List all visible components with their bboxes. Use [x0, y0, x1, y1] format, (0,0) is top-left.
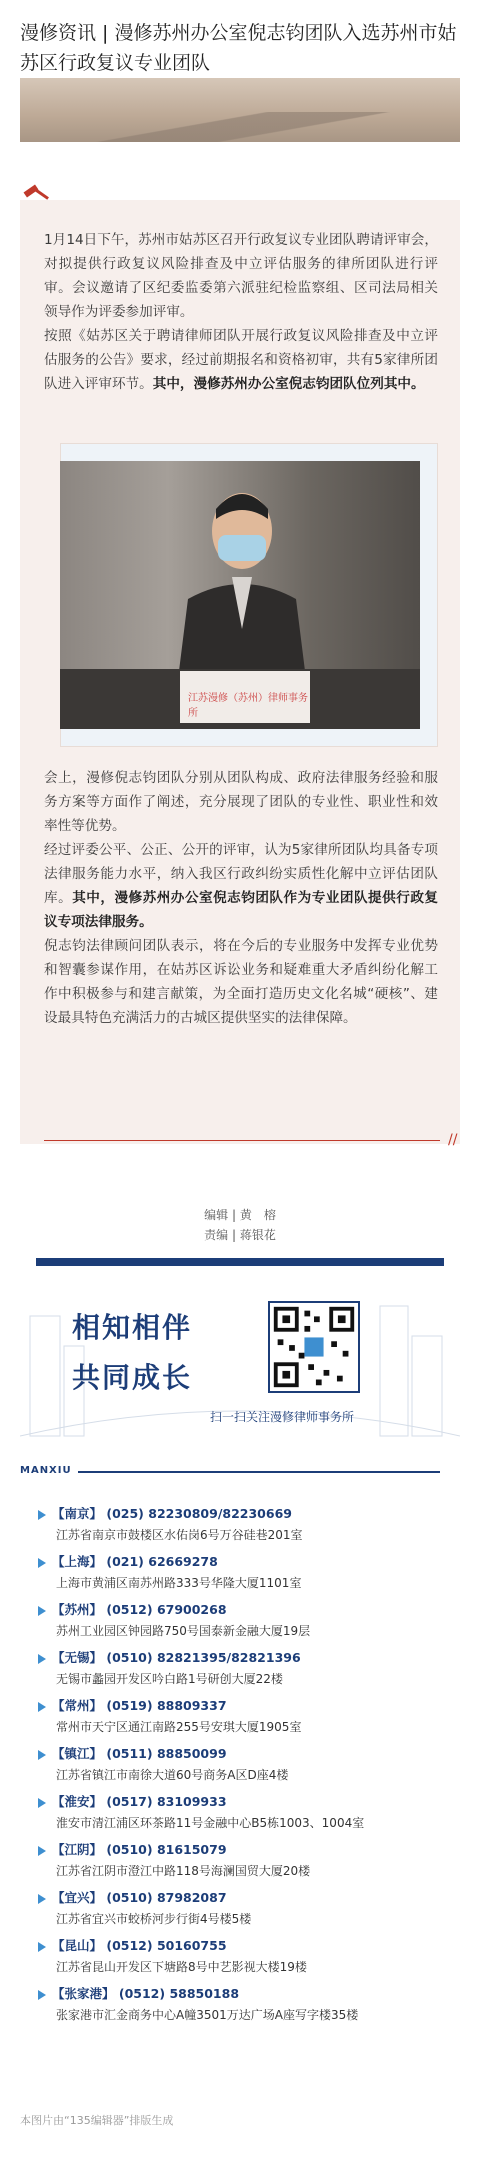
brand-line [78, 1471, 440, 1473]
office-item-kunshan: 【昆山】 (0512) 50160755 江苏省昆山开发区下塘路8号中艺影视大楼19楼 [38, 1936, 458, 1975]
paragraph-4 [44, 838, 438, 934]
office-item-changzhou: 【常州】 (0519) 88809337 常州市天宁区通江南路255号安琪大厦1905室 [38, 1696, 458, 1735]
paragraph-4-text: 经过评委公平、公正、公开的评审，认为5家律所团队均具备专项法律服务能力水平，纳入我区行政纠纷实质性化解中立评估团队库。 [44, 842, 438, 906]
paragraph-2-text: 按照《姑苏区关于聘请律师团队开展行政复议风险排查及中立评估服务的公告》要求，经过前期报名和资格初审，共有5家律所团队进入评审环节。 [44, 328, 438, 392]
scan-hint: 扫一扫关注漫修律师事务所 [210, 1410, 355, 1424]
slash-mark: // [448, 1132, 458, 1148]
divider-line [44, 1140, 440, 1141]
paragraph-2-bold: 其中，漫修苏州办公室倪志钧团队位列其中。 [152, 376, 425, 392]
office-item-nanjing: 【南京】 (025) 82230809/82230669 江苏省南京市鼓楼区水佑岗6号万谷硅巷201室 [38, 1504, 458, 1543]
arrow-icon [38, 1558, 46, 1568]
arrow-icon [38, 1654, 46, 1664]
name-card: 江苏漫修（苏州）律师事务所 [180, 671, 310, 723]
office-item-wuxi: 【无锡】 (0510) 82821395/82821396 无锡市蠡园开发区吟白路1号研创大厦22楼 [38, 1648, 458, 1687]
arrow-icon [38, 1990, 46, 2000]
meeting-photo [60, 461, 420, 729]
qr-code[interactable] [268, 1301, 360, 1393]
paragraph-3: 会上，漫修倪志钧团队分别从团队构成、政府法律服务经验和服务方案等方面作了阐述，充分展现了团队的专业性、职业性和效率性等优势。 [44, 770, 438, 834]
office-item-shanghai: 【上海】 (021) 62669278 上海市黄浦区南苏州路333号华隆大厦1101室 [38, 1552, 458, 1591]
arrow-icon [38, 1606, 46, 1616]
speaker-figure [178, 479, 306, 679]
office-item-zhenjiang: 【镇江】 (0511) 88850099 江苏省镇江市南徐大道60号商务A区D座4楼 [38, 1744, 458, 1783]
office-item-yixing: 【宜兴】 (0510) 87982087 江苏省宜兴市蛟桥河步行街4号楼5楼 [38, 1888, 458, 1927]
chief-editor-credit: 责编 | 蒋银花 [204, 1228, 276, 1242]
brand-logo-text: MANXIU [20, 1465, 72, 1476]
office-item-huaian: 【淮安】 (0517) 83109933 淮安市清江浦区环茶路11号金融中心B5栋1003、1004室 [38, 1792, 458, 1831]
paragraph-4-bold: 其中，漫修苏州办公室倪志钧团队作为专业团队提供行政复议专项法律服务。 [44, 890, 439, 930]
office-item-jiangyin: 【江阴】 (0510) 81615079 江苏省江阴市澄江中路118号海澜国贸大厦20楼 [38, 1840, 458, 1879]
paragraph-2 [44, 324, 438, 396]
footer-note: 本图片由“135编辑器”排版生成 [20, 2114, 174, 2127]
editor-credit: 编辑 | 黄 榕 [204, 1208, 276, 1222]
arrow-icon [38, 1798, 46, 1808]
arrow-icon [38, 1942, 46, 1952]
arrow-icon [38, 1702, 46, 1712]
paragraph-5: 倪志钧法律顾问团队表示，将在今后的专业服务中发挥专业优势和智囊参谋作用，在姑苏区诉讼业务和疑难重大矛盾纠纷化解工作中积极参与和建言献策，为全面打造历史文化名城“硬核”、建设最具特色充满活力的古城区提供坚实的法律保障。 [44, 938, 438, 1026]
office-item-suzhou: 【苏州】 (0512) 67900268 苏州工业园区钟园路750号国泰新金融大厦19层 [38, 1600, 458, 1639]
arrow-icon [38, 1894, 46, 1904]
office-item-zhangjiagang: 【张家港】 (0512) 58850188 张家港市汇金商务中心A幢3501万达广场A座写字楼35楼 [38, 1984, 458, 2023]
slogan-line-2: 共同成长 [72, 1361, 193, 1394]
arrow-icon [38, 1846, 46, 1856]
article-card [20, 200, 460, 1148]
header-banner-image [20, 78, 460, 142]
arrow-icon [38, 1510, 46, 1520]
paragraph-1: 1月14日下午，苏州市姑苏区召开行政复议专业团队聘请评审会，对拟提供行政复议风险排查及中立评估服务的律所团队进行评审。会议邀请了区纪委监委第六派驻纪检监察组、区司法局相关领导作为评委参加评审。 [44, 232, 438, 320]
arrow-icon [38, 1750, 46, 1760]
page-title: 漫修资讯 | 漫修苏州办公室倪志钧团队入选苏州市姑苏区行政复议专业团队 [20, 22, 457, 74]
blue-banner-bar [36, 1258, 444, 1266]
slogan-line-1: 相知相伴 [72, 1311, 193, 1344]
